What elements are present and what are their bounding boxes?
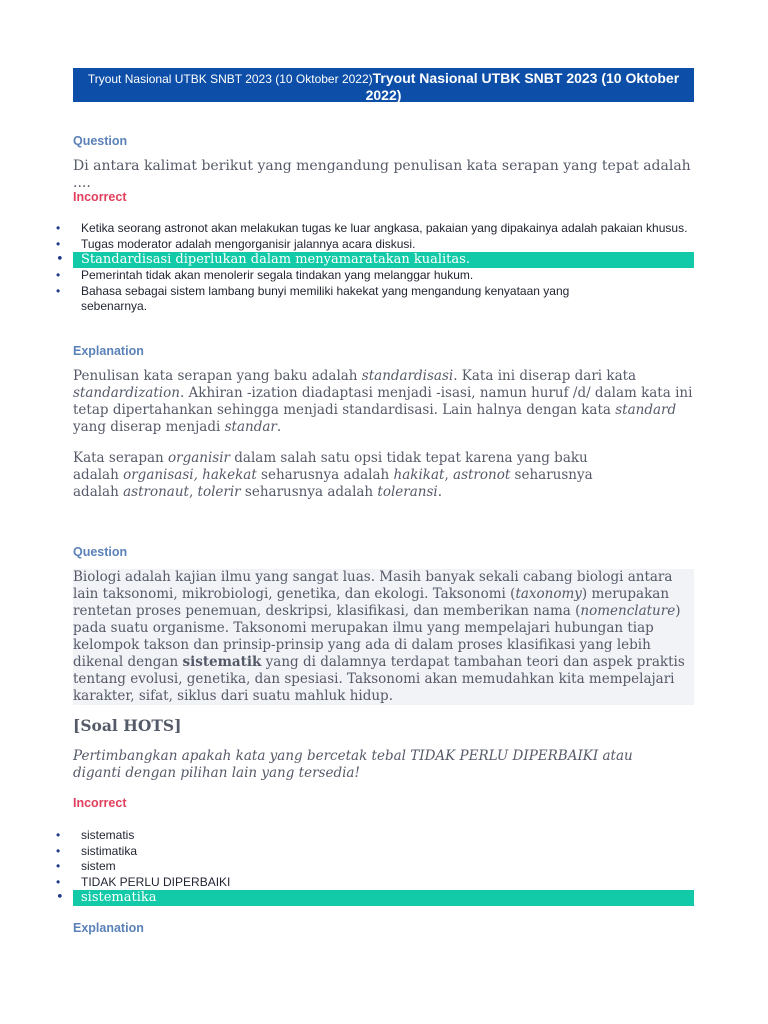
option-item[interactable]: • TIDAK PERLU DIPERBAIKI	[56, 874, 231, 889]
option-item-correct[interactable]: • sistematika	[73, 890, 694, 906]
option-item[interactable]: • sistem	[56, 859, 116, 873]
option-item[interactable]: • sistematis	[56, 828, 135, 842]
header-title-small: Tryout Nasional UTBK SNBT 2023 (10 Oktober 2022)	[87, 72, 373, 86]
explanation-label: Explanation	[73, 344, 144, 358]
option-item-correct[interactable]: • Standardisasi diperlukan dalam menyamaratakan kualitas.	[73, 252, 694, 268]
explanation-label-2: Explanation	[73, 921, 144, 935]
document-header	[73, 68, 694, 102]
hots-tag: [Soal HOTS]	[73, 716, 182, 735]
instruction-text: Pertimbangkan apakah kata yang bercetak tebal TIDAK PERLU DIPERBAIKI atau diganti dengan pilihan lain yang tersedia!	[73, 748, 633, 781]
option-item[interactable]: • sistimatika	[56, 843, 138, 858]
question-passage: Biologi adalah kajian ilmu yang sangat luas. Masih banyak sekali cabang biologi antara lain taksonomi, mikrobiologi, genetika, dan ekologi. Taksonomi (taxonomy) merupakan rentetan proses penemuan, deskripsi, klasifikasi, dan memberikan nama (nomenclature) pada suatu organisme. Taksonomi merupakan ilmu yang mempelajari hubungan tiap kelompok takson dan prinsip-prinsip yang ada di dalam proses klasifikasi yang lebih dikenal dengan sistematik yang di dalamnya terdapat tambahan teori dan aspek praktis tentang evolusi, genetika, dan spesiasi. Taksonomi akan memudahkan kita mempelajari karakter, sifat, siklus dari suatu mahluk hidup.	[73, 569, 694, 705]
option-item[interactable]: • Pemerintah tidak akan menolerir segala tindakan yang melanggar hukum.	[56, 268, 474, 282]
status-incorrect-2: Incorrect	[73, 796, 127, 810]
option-item[interactable]: • Bahasa sebagai sistem lambang bunyi memiliki hakekat yang mengandung kenyataan yang sebenarnya.	[56, 283, 570, 313]
question-text: Di antara kalimat berikut yang mengandung penulisan kata serapan yang tepat adalah ....	[73, 158, 691, 191]
explanation-paragraph-2: Kata serapan organisir dalam salah satu opsi tidak tepat karena yang baku adalah organisasi, hakekat seharusnya adalah hakikat, astronot seharusnya adalah astronaut, tolerir seharusnya adalah toleransi.	[73, 450, 593, 500]
question-label: Question	[73, 134, 128, 148]
explanation-paragraph-1: Penulisan kata serapan yang baku adalah standardisasi. Kata ini diserap dari kata standardization. Akhiran -ization diadaptasi menjadi -isasi, namun huruf /d/ dalam kata ini tetap dipertahankan sehingga menjadi standardisasi. Lain halnya dengan kata standard yang diserap menjadi standar.	[73, 368, 693, 435]
option-item[interactable]: • Tugas moderator adalah mengorganisir jalannya acara diskusi.	[56, 236, 416, 251]
answer-options-2	[0, 828, 694, 906]
question-label-2: Question	[73, 545, 128, 559]
header-title-big: Tryout Nasional UTBK SNBT 2023 (10 Oktober 2022)	[365, 70, 680, 103]
status-incorrect: Incorrect	[73, 190, 127, 204]
option-item[interactable]: • Ketika seorang astronot akan melakukan tugas ke luar angkasa, pakaian yang dipakainya adalah pakaian khusus.	[56, 221, 688, 235]
answer-options	[0, 221, 694, 315]
